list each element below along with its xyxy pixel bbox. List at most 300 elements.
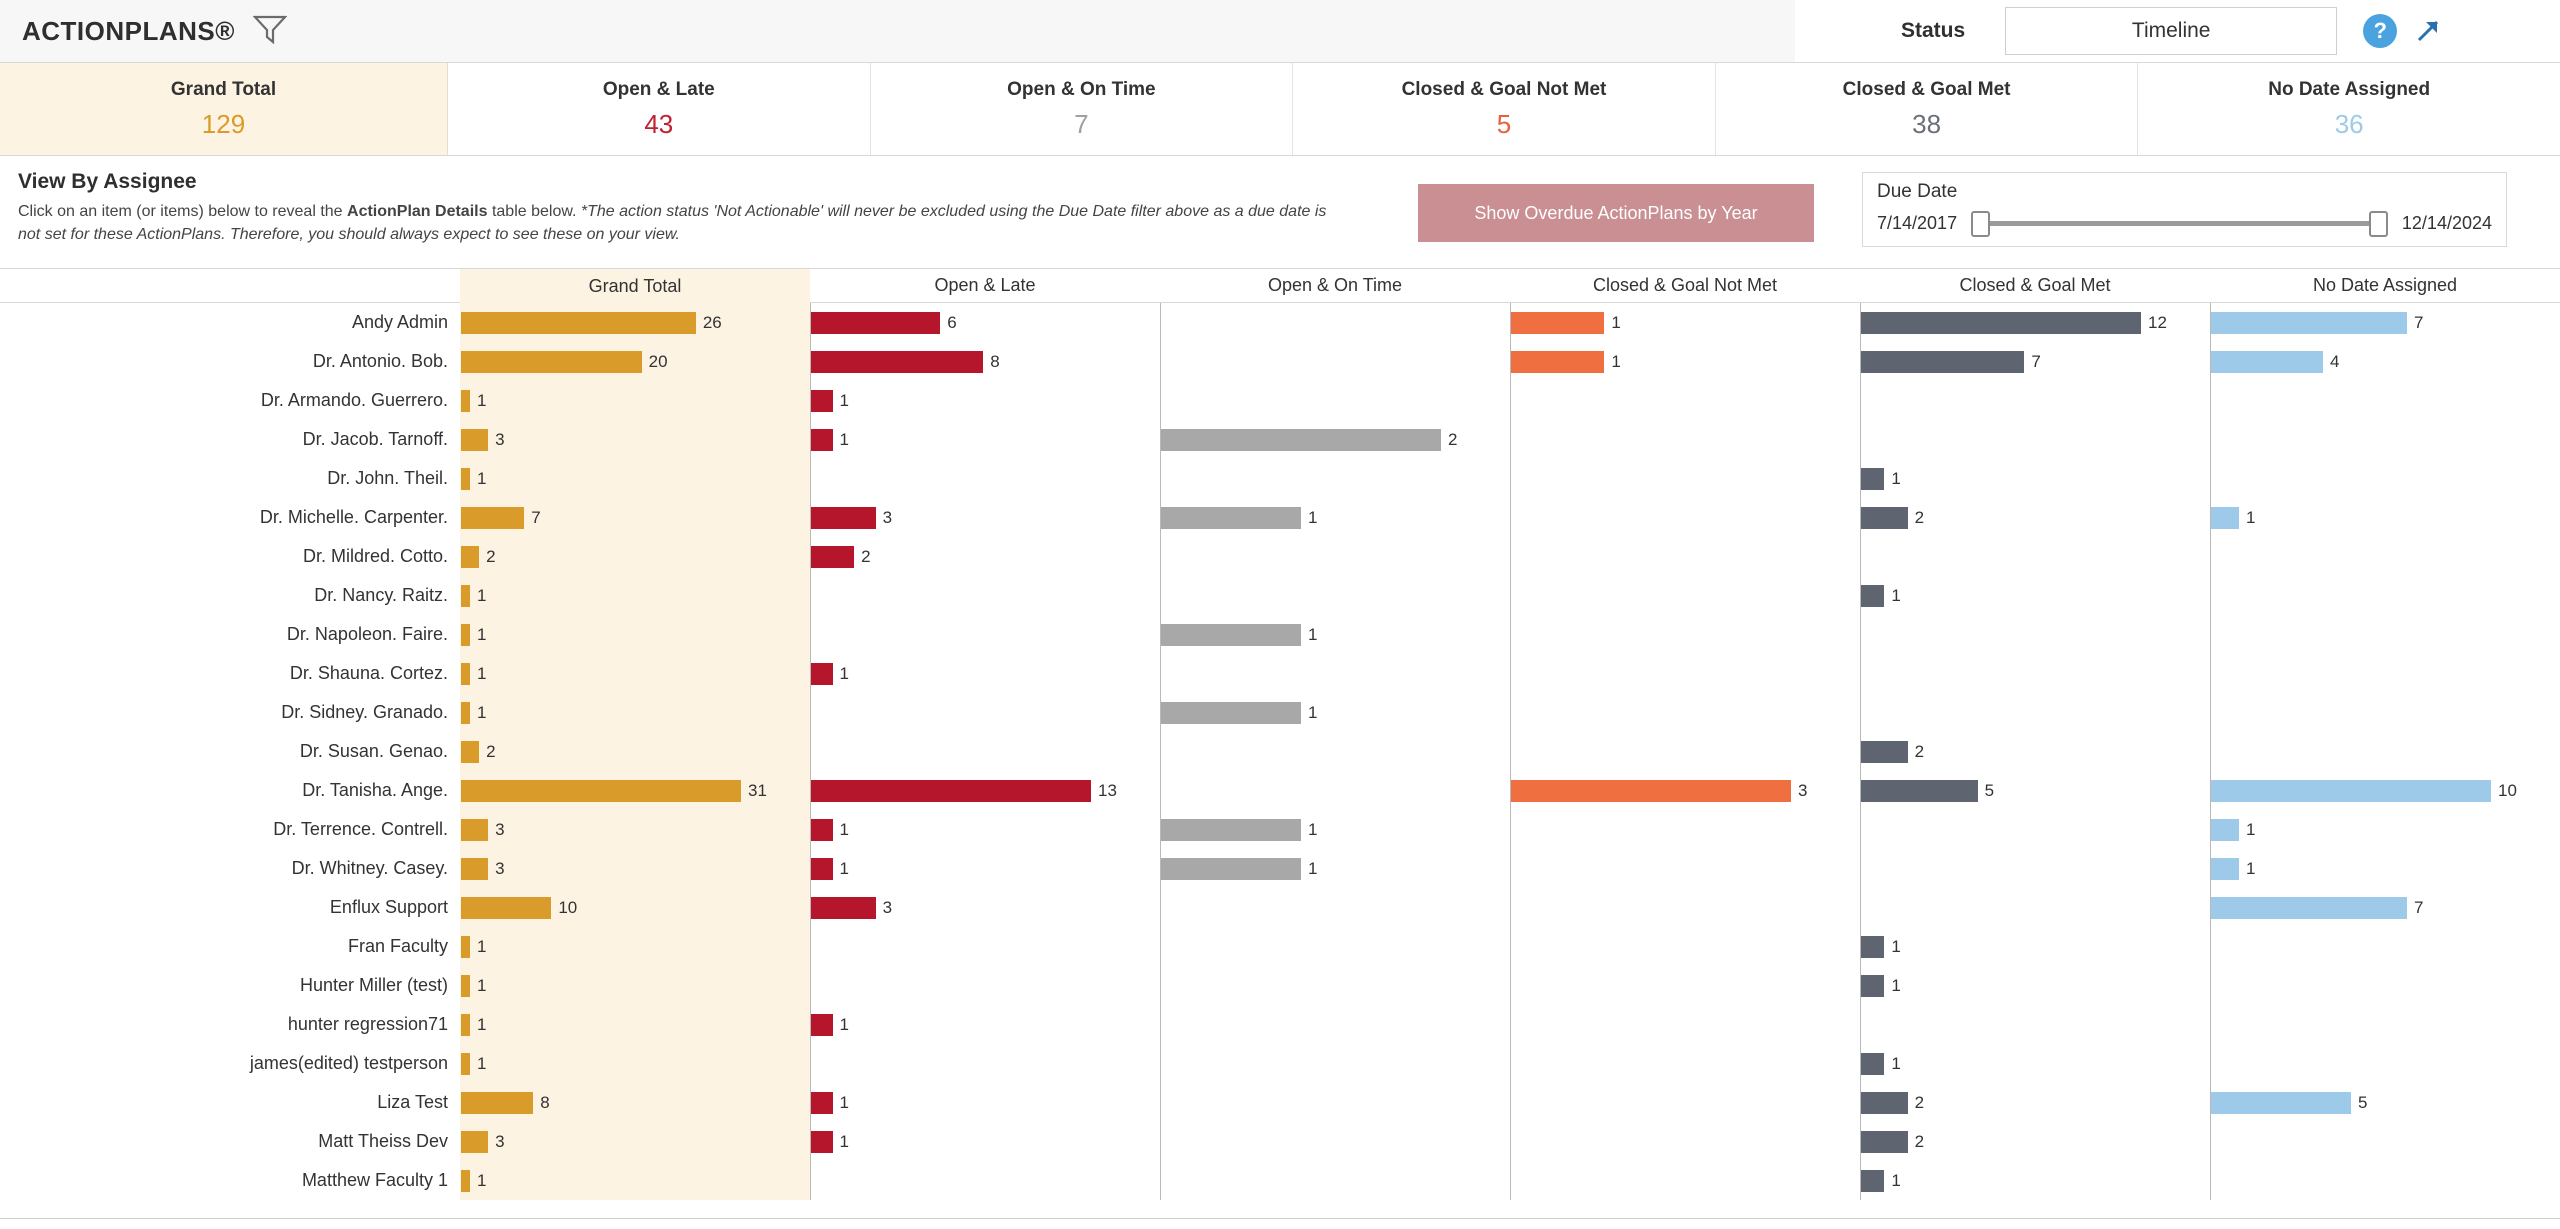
chart-cell[interactable] <box>2210 732 2560 771</box>
panel-axis <box>2210 537 2211 576</box>
chart-cell[interactable] <box>1860 1122 2210 1161</box>
bar[interactable] <box>811 351 983 373</box>
row-label[interactable]: hunter regression71 <box>287 1014 448 1034</box>
bar[interactable] <box>1161 858 1301 880</box>
bar[interactable] <box>461 936 470 958</box>
chart-cell[interactable] <box>1860 966 2210 1005</box>
chart-row[interactable] <box>0 1044 2560 1083</box>
chart-cell[interactable] <box>2210 771 2560 810</box>
bar-value-label: 12 <box>2148 312 2167 332</box>
chart-row[interactable] <box>0 888 2560 927</box>
bar[interactable] <box>1861 468 1884 490</box>
chart-cell[interactable] <box>1510 420 1860 459</box>
bar-value-label: 7 <box>2414 312 2424 332</box>
chart-cell[interactable] <box>1510 1122 1860 1161</box>
chart-cell[interactable] <box>460 1122 810 1161</box>
bar[interactable] <box>2211 819 2239 841</box>
bar[interactable] <box>461 780 741 802</box>
bar[interactable] <box>461 507 524 529</box>
bar[interactable] <box>461 546 479 568</box>
chart-cell[interactable] <box>1510 771 1860 810</box>
chart-cell[interactable] <box>810 966 1160 1005</box>
chart-row[interactable] <box>0 498 2560 537</box>
chart-cell[interactable] <box>460 1044 810 1083</box>
bar[interactable] <box>2211 312 2407 334</box>
chart-cell[interactable] <box>810 927 1160 966</box>
bar[interactable] <box>1861 780 1978 802</box>
bar[interactable] <box>1161 429 1441 451</box>
chart-row[interactable] <box>0 303 2560 342</box>
chart-cell[interactable] <box>810 1122 1160 1161</box>
row-label[interactable]: Enflux Support <box>329 897 448 917</box>
chart-cell[interactable] <box>2210 342 2560 381</box>
panel-axis <box>1510 810 1511 849</box>
timeline-button[interactable]: Timeline <box>2005 7 2337 55</box>
bar-value-label: 1 <box>839 390 849 410</box>
bar[interactable] <box>461 468 470 490</box>
chart-cell[interactable] <box>1510 381 1860 420</box>
row-label[interactable]: Dr. Nancy. Raitz. <box>314 585 448 605</box>
chart-cell[interactable] <box>1160 1083 1510 1122</box>
chart-cell[interactable] <box>2210 927 2560 966</box>
chart-cell[interactable] <box>2210 654 2560 693</box>
chart-cell[interactable] <box>1860 849 2210 888</box>
chart-cell[interactable] <box>2210 1083 2560 1122</box>
chart-cell[interactable] <box>1160 303 1510 342</box>
bar-value-label: 7 <box>531 507 541 527</box>
chart-cell[interactable] <box>1860 732 2210 771</box>
chart-cell[interactable] <box>1860 537 2210 576</box>
chart-cell[interactable] <box>810 1161 1160 1200</box>
chart-cell[interactable] <box>460 810 810 849</box>
chart-cell[interactable] <box>810 537 1160 576</box>
chart-cell[interactable] <box>810 576 1160 615</box>
bar-value-label: 1 <box>477 663 487 683</box>
bar[interactable] <box>1861 507 1908 529</box>
panel-axis <box>1160 1044 1161 1083</box>
bar-value-label: 2 <box>1914 1092 1925 1112</box>
chart-cell[interactable] <box>1510 342 1860 381</box>
chart-row[interactable] <box>0 810 2560 849</box>
bar[interactable] <box>2211 351 2323 373</box>
chart-cell[interactable] <box>2210 693 2560 732</box>
chart-cell[interactable] <box>1510 966 1860 1005</box>
chart-cell[interactable] <box>810 381 1160 420</box>
bar-value-label: 1 <box>1308 858 1318 878</box>
kpi-open-on-time[interactable] <box>871 63 1294 155</box>
chart-cell[interactable] <box>1510 654 1860 693</box>
chart-row[interactable] <box>0 420 2560 459</box>
chart-cell[interactable] <box>460 1005 810 1044</box>
bar[interactable] <box>461 312 696 334</box>
bar-value-label: 1 <box>2246 819 2256 839</box>
bar[interactable] <box>811 1014 833 1036</box>
panel-axis <box>2210 615 2211 654</box>
row-label[interactable]: Dr. Armando. Guerrero. <box>260 390 448 410</box>
chart-row[interactable] <box>0 966 2560 1005</box>
kpi-grand-total[interactable] <box>0 63 448 155</box>
panel-axis <box>1160 459 1161 498</box>
chart-cell[interactable] <box>1510 1005 1860 1044</box>
chart-cell[interactable] <box>2210 849 2560 888</box>
chart-cell[interactable] <box>1510 927 1860 966</box>
chart-cell[interactable] <box>1160 1044 1510 1083</box>
row-label[interactable]: Dr. John. Theil. <box>327 468 448 488</box>
chart-cell[interactable] <box>2210 615 2560 654</box>
chart-cell[interactable] <box>460 459 810 498</box>
bar[interactable] <box>811 1131 833 1153</box>
row-label[interactable]: Matt Theiss Dev <box>318 1131 448 1151</box>
chart-cell[interactable] <box>2210 1005 2560 1044</box>
bar[interactable] <box>1861 1131 1908 1153</box>
bar[interactable] <box>811 390 833 412</box>
bar[interactable] <box>811 546 854 568</box>
bar[interactable] <box>1861 975 1884 997</box>
due-date-start-value: 7/14/2017 <box>1877 213 1958 233</box>
bar-value-label: 3 <box>495 1131 505 1151</box>
chart-row[interactable] <box>0 459 2560 498</box>
chart-cell[interactable] <box>1160 810 1510 849</box>
chart-cell[interactable] <box>460 498 810 537</box>
bar[interactable] <box>461 429 488 451</box>
row-label[interactable]: Matthew Faculty 1 <box>301 1170 448 1190</box>
bar[interactable] <box>461 819 488 841</box>
bar[interactable] <box>461 351 642 373</box>
row-label[interactable]: Dr. Whitney. Casey. <box>291 858 448 878</box>
chart-cell[interactable] <box>1160 693 1510 732</box>
chart-cell[interactable] <box>1160 927 1510 966</box>
chart-cell[interactable] <box>1160 654 1510 693</box>
bar[interactable] <box>461 624 470 646</box>
panel-axis <box>810 927 811 966</box>
chart-cell[interactable] <box>2210 459 2560 498</box>
chart-cell[interactable] <box>1860 888 2210 927</box>
chart-cell[interactable] <box>1160 381 1510 420</box>
bar[interactable] <box>1511 780 1791 802</box>
bar[interactable] <box>461 663 470 685</box>
chart-cell[interactable] <box>460 771 810 810</box>
funnel-icon[interactable] <box>253 14 287 49</box>
bar[interactable] <box>1861 351 2024 373</box>
bar[interactable] <box>811 858 833 880</box>
bar[interactable] <box>461 975 470 997</box>
chart-cell[interactable] <box>2210 810 2560 849</box>
chart-cell[interactable] <box>1860 927 2210 966</box>
bar[interactable] <box>461 702 470 724</box>
bar[interactable] <box>811 1092 833 1114</box>
chart-cell[interactable] <box>2210 576 2560 615</box>
chart-row[interactable] <box>0 1161 2560 1200</box>
chart-cell[interactable] <box>1510 498 1860 537</box>
panel-axis <box>1510 342 1511 381</box>
chart-cell[interactable] <box>460 576 810 615</box>
bar[interactable] <box>2211 507 2239 529</box>
chart-row[interactable] <box>0 849 2560 888</box>
bar[interactable] <box>1511 351 1604 373</box>
chart-cell[interactable] <box>1860 576 2210 615</box>
row-label[interactable]: Dr. Mildred. Cotto. <box>302 546 448 566</box>
chart-cell[interactable] <box>810 810 1160 849</box>
row-label[interactable]: james(edited) testperson <box>249 1053 448 1073</box>
panel-axis <box>1510 420 1511 459</box>
chart-cell[interactable] <box>2210 966 2560 1005</box>
chart-cell[interactable] <box>1510 615 1860 654</box>
chart-cell[interactable] <box>460 693 810 732</box>
chart-cell[interactable] <box>810 342 1160 381</box>
chart-cell[interactable] <box>1160 888 1510 927</box>
chart-cell[interactable] <box>810 303 1160 342</box>
chart-cell[interactable] <box>460 966 810 1005</box>
chart-cell[interactable] <box>1160 576 1510 615</box>
bar[interactable] <box>461 1014 470 1036</box>
panel-axis <box>1160 771 1161 810</box>
chart-cell[interactable] <box>2210 1044 2560 1083</box>
chart-cell[interactable] <box>1860 303 2210 342</box>
chart-row[interactable] <box>0 576 2560 615</box>
chart-cell[interactable] <box>1860 693 2210 732</box>
chart-cell[interactable] <box>810 654 1160 693</box>
panel-axis <box>1510 927 1511 966</box>
row-label[interactable]: Dr. Tanisha. Ange. <box>302 780 448 800</box>
row-label[interactable]: Dr. Sidney. Granado. <box>281 702 448 722</box>
bar[interactable] <box>2211 780 2491 802</box>
row-label[interactable]: Dr. Antonio. Bob. <box>312 351 448 371</box>
kpi-closed-goal-met[interactable] <box>1716 63 2139 155</box>
share-arrow-icon[interactable] <box>2413 16 2443 46</box>
bar[interactable] <box>1861 1170 1884 1192</box>
chart-cell[interactable] <box>460 888 810 927</box>
chart-cell[interactable] <box>1860 1005 2210 1044</box>
bar[interactable] <box>811 663 833 685</box>
chart-cell[interactable] <box>460 732 810 771</box>
chart-cell[interactable] <box>460 654 810 693</box>
panel-axis <box>1510 1005 1511 1044</box>
bar[interactable] <box>461 1092 533 1114</box>
chart-cell[interactable] <box>1860 420 2210 459</box>
bar[interactable] <box>461 1131 488 1153</box>
chart-cell[interactable] <box>1860 1161 2210 1200</box>
show-overdue-actionplans-button[interactable]: Show Overdue ActionPlans by Year <box>1418 184 1814 242</box>
bar[interactable] <box>2211 1092 2351 1114</box>
kpi-label: Closed & Goal Not Met <box>1401 78 1607 100</box>
chart-cell[interactable] <box>1160 537 1510 576</box>
chart-row[interactable] <box>0 1122 2560 1161</box>
kpi-label: Open & On Time <box>1007 78 1156 100</box>
bar-value-label: 3 <box>495 819 505 839</box>
chart-row[interactable] <box>0 732 2560 771</box>
bar[interactable] <box>1161 702 1301 724</box>
due-date-range-slider[interactable] <box>1971 214 2388 234</box>
chart-cell[interactable] <box>1160 420 1510 459</box>
help-icon[interactable]: ? <box>2363 14 2397 48</box>
chart-row[interactable] <box>0 537 2560 576</box>
bar[interactable] <box>811 429 833 451</box>
chart-cell[interactable] <box>1860 810 2210 849</box>
chart-cell[interactable] <box>1160 849 1510 888</box>
chart-row[interactable] <box>0 1005 2560 1044</box>
bar[interactable] <box>1511 312 1604 334</box>
bar[interactable] <box>1861 585 1884 607</box>
chart-cell[interactable] <box>460 1083 810 1122</box>
chart-cell[interactable] <box>1860 771 2210 810</box>
chart-cell[interactable] <box>460 927 810 966</box>
chart-cell[interactable] <box>810 459 1160 498</box>
bar[interactable] <box>1861 741 1908 763</box>
bar[interactable] <box>461 585 470 607</box>
bar[interactable] <box>2211 858 2239 880</box>
chart-row[interactable] <box>0 1083 2560 1122</box>
bar[interactable] <box>1861 1092 1908 1114</box>
chart-cell[interactable] <box>460 381 810 420</box>
bar[interactable] <box>1161 624 1301 646</box>
row-label[interactable]: Dr. Jacob. Tarnoff. <box>302 429 448 449</box>
chart-cell[interactable] <box>1510 888 1860 927</box>
row-label[interactable]: Dr. Terrence. Contrell. <box>273 819 448 839</box>
bar[interactable] <box>1161 819 1301 841</box>
bar-value-label: 7 <box>2414 897 2424 917</box>
chart-cell[interactable] <box>810 420 1160 459</box>
panel-axis <box>1860 342 1861 381</box>
chart-cell[interactable] <box>810 498 1160 537</box>
chart-cell[interactable] <box>2210 537 2560 576</box>
status-label: Status <box>1901 19 1966 42</box>
chart-cell[interactable] <box>1860 342 2210 381</box>
chart-cell[interactable] <box>810 1005 1160 1044</box>
chart-cell[interactable] <box>1860 1044 2210 1083</box>
chart-cell[interactable] <box>1510 459 1860 498</box>
row-label[interactable]: Dr. Shauna. Cortez. <box>289 663 448 683</box>
chart-cell[interactable] <box>1510 810 1860 849</box>
bar[interactable] <box>461 1170 470 1192</box>
chart-cell[interactable] <box>1160 732 1510 771</box>
chart-cell[interactable] <box>2210 303 2560 342</box>
kpi-closed-goal-not-met[interactable] <box>1293 63 1716 155</box>
chart-cell[interactable] <box>1160 1122 1510 1161</box>
chart-cell[interactable] <box>810 1044 1160 1083</box>
chart-cell[interactable] <box>810 732 1160 771</box>
chart-cell[interactable] <box>1860 1083 2210 1122</box>
chart-cell[interactable] <box>810 888 1160 927</box>
chart-cell[interactable] <box>2210 1122 2560 1161</box>
chart-cell[interactable] <box>1510 576 1860 615</box>
chart-cell[interactable] <box>810 1083 1160 1122</box>
chart-row[interactable] <box>0 927 2560 966</box>
bar[interactable] <box>461 897 551 919</box>
chart-cell[interactable] <box>2210 498 2560 537</box>
bar[interactable] <box>1161 507 1301 529</box>
bar-value-label: 6 <box>947 312 957 332</box>
chart-cell[interactable] <box>1510 303 1860 342</box>
row-label[interactable]: Andy Admin <box>351 312 448 332</box>
row-label[interactable]: Dr. Michelle. Carpenter. <box>259 507 448 527</box>
chart-cell[interactable] <box>1510 1044 1860 1083</box>
chart-cell[interactable] <box>1160 966 1510 1005</box>
chart-cell[interactable] <box>1160 459 1510 498</box>
chart-cell[interactable] <box>460 342 810 381</box>
panel-axis <box>1860 420 1861 459</box>
bar[interactable] <box>461 390 470 412</box>
chart-cell[interactable] <box>1860 498 2210 537</box>
chart-cell[interactable] <box>1160 1161 1510 1200</box>
bar-value-label: 10 <box>2498 780 2517 800</box>
panel-axis <box>1860 1161 1861 1200</box>
bar[interactable] <box>811 819 833 841</box>
chart-row[interactable] <box>0 771 2560 810</box>
chart-cell[interactable] <box>810 615 1160 654</box>
kpi-no-date-assigned[interactable] <box>2138 63 2560 155</box>
kpi-value: 43 <box>644 108 674 139</box>
chart-row[interactable] <box>0 654 2560 693</box>
bar[interactable] <box>811 312 940 334</box>
bar[interactable] <box>461 741 479 763</box>
kpi-open-late[interactable] <box>448 63 871 155</box>
panel-axis <box>810 810 811 849</box>
bar[interactable] <box>811 780 1091 802</box>
chart-row[interactable] <box>0 381 2560 420</box>
chart-cell[interactable] <box>1860 615 2210 654</box>
chart-cell[interactable] <box>1160 342 1510 381</box>
chart-cell[interactable] <box>1160 615 1510 654</box>
chart-cell[interactable] <box>1510 849 1860 888</box>
chart-cell[interactable] <box>460 849 810 888</box>
row-label[interactable]: Fran Faculty <box>347 936 448 956</box>
chart-cell[interactable] <box>1510 1083 1860 1122</box>
chart-cell[interactable] <box>1860 459 2210 498</box>
slider-handle-right[interactable] <box>2369 211 2388 237</box>
chart-row[interactable] <box>0 693 2560 732</box>
chart-cell[interactable] <box>460 420 810 459</box>
bar[interactable] <box>1861 936 1884 958</box>
chart-cell[interactable] <box>1860 654 2210 693</box>
chart-cell[interactable] <box>2210 420 2560 459</box>
bar[interactable] <box>2211 897 2407 919</box>
panel-axis <box>1510 888 1511 927</box>
bar[interactable] <box>1861 1053 1884 1075</box>
chart-cell[interactable] <box>460 537 810 576</box>
chart-row[interactable] <box>0 342 2560 381</box>
chart-cell[interactable] <box>460 1161 810 1200</box>
chart-cell[interactable] <box>810 849 1160 888</box>
chart-cell[interactable] <box>2210 381 2560 420</box>
row-label[interactable]: Liza Test <box>377 1092 448 1112</box>
chart-cell[interactable] <box>810 771 1160 810</box>
chart-cell[interactable] <box>810 693 1160 732</box>
bar[interactable] <box>811 897 876 919</box>
chart-cell[interactable] <box>1160 1005 1510 1044</box>
row-label[interactable]: Dr. Napoleon. Faire. <box>286 624 448 644</box>
bar[interactable] <box>811 507 876 529</box>
bar[interactable] <box>461 1053 470 1075</box>
chart-cell[interactable] <box>1160 498 1510 537</box>
slider-handle-left[interactable] <box>1971 211 1990 237</box>
chart-row[interactable] <box>0 615 2560 654</box>
row-label[interactable]: Hunter Miller (test) <box>299 975 448 995</box>
chart-cell[interactable] <box>1510 693 1860 732</box>
chart-cell[interactable] <box>2210 1161 2560 1200</box>
chart-cell[interactable] <box>1860 381 2210 420</box>
chart-cell[interactable] <box>460 615 810 654</box>
row-label[interactable]: Dr. Susan. Genao. <box>299 741 448 761</box>
chart-cell[interactable] <box>1510 1161 1860 1200</box>
chart-cell[interactable] <box>1510 537 1860 576</box>
chart-cell[interactable] <box>2210 888 2560 927</box>
bar[interactable] <box>1861 312 2141 334</box>
chart-cell[interactable] <box>460 303 810 342</box>
chart-cell[interactable] <box>1510 732 1860 771</box>
panel-axis <box>2210 1005 2211 1044</box>
chart-cell[interactable] <box>1160 771 1510 810</box>
bar[interactable] <box>461 858 488 880</box>
